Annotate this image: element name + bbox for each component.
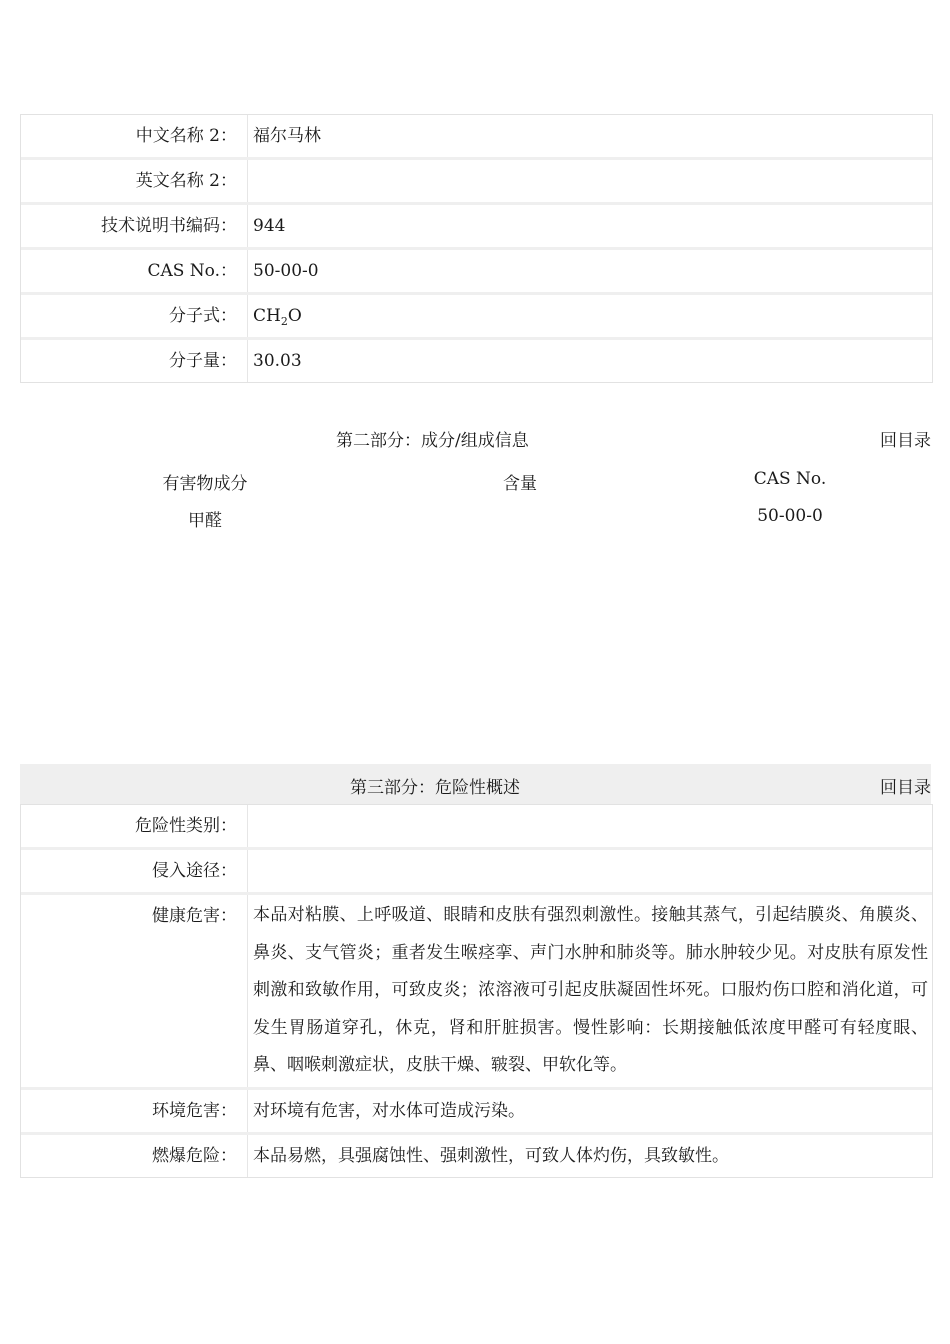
field-label: CAS No.：	[21, 250, 248, 292]
component-name: 甲醛	[188, 511, 222, 531]
component-cas: 50-00-0	[757, 506, 823, 526]
identity-table	[20, 114, 933, 383]
section3-title: 第三部分：危险性概述	[350, 778, 520, 798]
field-value	[248, 850, 932, 892]
field-label: 英文名称 2：	[21, 160, 248, 202]
health-hazard-text: 本品对粘膜、上呼吸道、眼睛和皮肤有强烈刺激性。接触其蒸气，引起结膜炎、角膜炎、鼻炎、支气管炎；重者发生喉痉挛、声门水肿和肺炎等。肺水肿较少见。对皮肤有原发性刺激和致敏作用，可致皮炎；浓溶液可引起皮肤凝固性坏死。口服灼伤口腔和消化道，可发生胃肠道穿孔，休克，肾和肝脏损害。慢性影响：长期接触低浓度甲醛可有轻度眼、鼻、咽喉刺激症状，皮肤干燥、皲裂、甲软化等。	[253, 905, 928, 1075]
table-row	[21, 114, 932, 160]
field-label: 侵入途径：	[21, 850, 248, 892]
table-row	[21, 205, 932, 250]
table-row	[21, 160, 932, 205]
section3-back-link[interactable]: 回目录	[880, 778, 931, 798]
molecular-formula	[248, 295, 932, 337]
table-row	[21, 340, 932, 383]
formula-pre: CH	[253, 306, 281, 326]
field-value: 30.03	[253, 351, 302, 371]
column-header: 有害物成分	[162, 474, 248, 494]
formula-post: O	[287, 306, 302, 326]
section2-back-link[interactable]: 回目录	[880, 431, 931, 451]
hazard-table	[20, 804, 933, 1178]
table-row	[21, 295, 932, 340]
field-value	[248, 160, 932, 202]
table-row	[21, 804, 932, 850]
field-label: 健康危害：	[21, 895, 248, 1087]
field-label: 技术说明书编码：	[21, 205, 248, 247]
formula-subscript: 2	[280, 315, 288, 328]
field-value: 944	[253, 216, 286, 236]
field-label: 危险性类别：	[21, 805, 248, 847]
field-value: 对环境有危害，对水体可造成污染。	[253, 1100, 525, 1121]
field-value: 福尔马林	[253, 126, 321, 146]
field-label: 分子式：	[21, 295, 248, 337]
field-label: 中文名称 2：	[21, 115, 248, 157]
section2-title: 第二部分：成分/组成信息	[336, 431, 529, 451]
table-row	[21, 850, 932, 895]
table-row	[21, 1090, 932, 1135]
table-row	[21, 250, 932, 295]
field-label: 燃爆危险：	[21, 1135, 248, 1177]
field-label: 分子量：	[21, 340, 248, 382]
table-row	[21, 1135, 932, 1178]
field-label: 环境危害：	[21, 1090, 248, 1132]
field-value: 本品易燃，具强腐蚀性、强刺激性，可致人体灼伤，具致敏性。	[253, 1145, 729, 1166]
field-value: 50-00-0	[253, 261, 319, 281]
column-header: 含量	[503, 474, 537, 494]
table-row	[21, 895, 932, 1090]
field-value	[248, 805, 932, 847]
column-header: CAS No.	[753, 469, 827, 489]
